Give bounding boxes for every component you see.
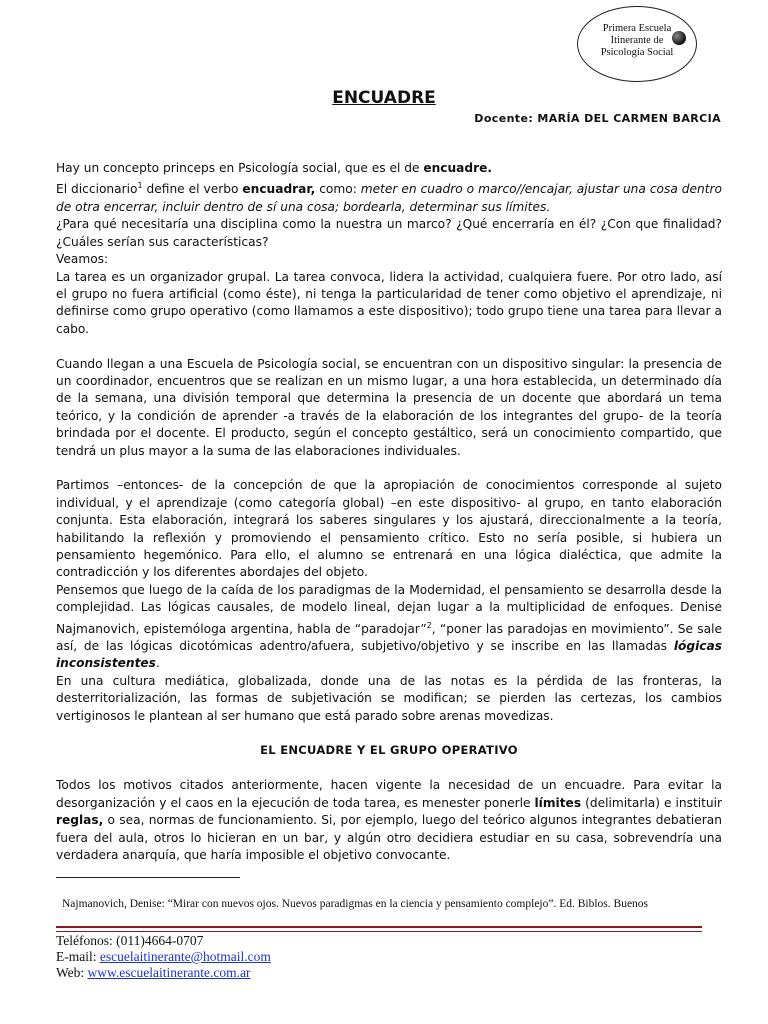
paragraph-9: En una cultura mediática, globalizada, donde una de las notas es la pérdida de las fronteras, la desterritorialización, las formas de subjetivación se modifican; se pierden las certezas, los cambios vertiginosos le plantean al ser humano que está parado sobre arenas movedizas. [56,673,722,723]
p10-bold-limites: límites [534,795,582,810]
footer-rule-thick [56,926,702,928]
globe-icon [672,31,686,45]
email-link[interactable]: escuelaitinerante@hotmail.com [99,949,271,964]
paragraph-7: Partimos –entonces- de la concepción de que la apropiación de conocimientos corresponde al sujeto individual, y el aprendizaje (como categoría global) –en este dispositivo- al grupo, en tanto elaboración conjunta. Esta elaboración, integrará los saberes singulares y los ajustará, direccionalmente a la teoría, habilitando la reflexión y promoviendo el pensamiento crítico. Esto no sería posible, si hubiera un pensamiento hegemónico. Para ello, el alumno se entrenará en una lógica dialéctica, que admite la contradicción y los diferentes abordajes del objeto. [56,478,722,580]
email-label: E-mail: [56,949,100,964]
footnote-ref-1: 1 [137,181,143,191]
logo-line-2: Itinerante de [610,35,664,46]
footer-contact [56,933,271,981]
footnote-separator [56,877,240,878]
paragraph-4: Veamos: [56,252,109,267]
p10-text-c: (delimitarla) e instituir [581,795,723,810]
web-link[interactable]: www.escuelaitinerante.com.ar [87,965,251,980]
p2-text-d: como: [315,182,361,197]
email-line [56,949,271,965]
paragraph-1 [56,160,722,177]
footnote-ref-2: 2 [426,620,432,630]
spacer [56,460,722,477]
web-line [56,965,271,981]
docente-line: Docente: MARÍA DEL CARMEN BARCIA [474,112,721,125]
paragraph-10 [56,777,722,864]
p2-italic-definition: meter en cuadro o marco//encajar, ajustar una cosa dentro de otra encerrar, incluir dentro de sí una cosa; bordearla, determinar sus límites. [56,182,722,214]
p10-bold-reglas: reglas, [56,813,104,828]
spacer [56,725,722,742]
document-body [56,160,722,864]
p1-bold: encuadre. [423,161,493,175]
p2-bold: encuadrar, [242,182,316,197]
spacer [56,338,722,355]
web-label: Web: [56,965,88,980]
paragraph-3: ¿Para qué necesitaría una disciplina como la nuestra un marco? ¿Qué encerraría en él? ¿Con que finalidad? ¿Cuáles serían sus características? [56,217,722,249]
logo-line-1: Primera Escuela [602,23,672,34]
footer-rule-thin [56,931,702,932]
p1-text: Hay un concepto princeps en Psicología social, que es el de [56,161,424,175]
spacer [56,760,722,777]
footnote: Najmanovich, Denise: “Mirar con nuevos ojos. Nuevos paradigmas en la ciencia y pensamiento complejo”. Ed. Biblos. Buenos [62,898,649,910]
paragraph-6: Cuando llegan a una Escuela de Psicología social, se encuentran con un dispositivo singular: la presencia de un coordinador, encuentros que se realizan en un mismo lugar, a una hora establecida, un determinado día de la semana, una división temporal que determina la presencia de un docente que abordará un tema teórico, y la condición de aprender -a través de la elaboración de los integrantes del grupo- de la teoría brindada por el docente. El producto, según el concepto gestáltico, será un conocimiento compartido, que tendrá un plus mayor a la suma de las elaboraciones individuales. [56,356,722,458]
p10-text-e: o sea, normas de funcionamiento. Si, por ejemplo, luego del teórico algunos integrantes debatieran fuera del aula, otros lo hicieran en un bar, y algún otro decidiera estudiar en su casa, sobrevendría una verdadera anarquía, que haría imposible el objetivo convocante. [56,813,722,862]
p8-text-d: . [155,656,160,671]
p8-bold-italic: lógicas inconsistentes [56,639,722,671]
logo-line-3: Psicología Social [600,47,674,58]
paragraph-8 [56,582,722,673]
p2-text-b: define el verbo [142,182,243,197]
section-title: EL ENCUADRE Y EL GRUPO OPERATIVO [260,743,518,758]
phone-line: Teléfonos: (011)4664-0707 [56,933,204,948]
p2-text-a: El diccionario [56,182,138,197]
p8-text-b: , “poner las paradojas en movimiento”. Se sale así, de las lógicas dicotómicas adentro/afuera, subjetivo/objetivo y se inscribe en las llamadas [56,621,722,654]
p8-text-a: Pensemos que luego de la caída de los paradigmas de la Modernidad, el pensamiento se desarrolla desde la complejidad. Las lógicas causales, de modelo lineal, dejan lugar a la multiplicidad de enfoques. Denise Najmanovich, epistemóloga argentina, habla de “paradojar” [56,582,722,636]
document-title: ENCUADRE [332,88,436,108]
paragraph-5: La tarea es un organizador grupal. La tarea convoca, lidera la actividad, cualquiera fuere. Por otro lado, así el grupo no fuera artificial (como éste), ni tenga la particularidad de tener como objetivo el aprendizaje, ni definirse como grupo operativo (como llamamos a este dispositivo); todo grupo tiene una tarea para llevar a cabo. [56,269,722,336]
paragraph-2 [56,177,722,216]
school-logo [577,6,697,82]
p10-text-a: Todos los motivos citados anteriormente, hacen vigente la necesidad de un encuadre. Para evitar la desorganización y el caos en la ejecución de toda tarea, es menester ponerle [56,778,722,810]
